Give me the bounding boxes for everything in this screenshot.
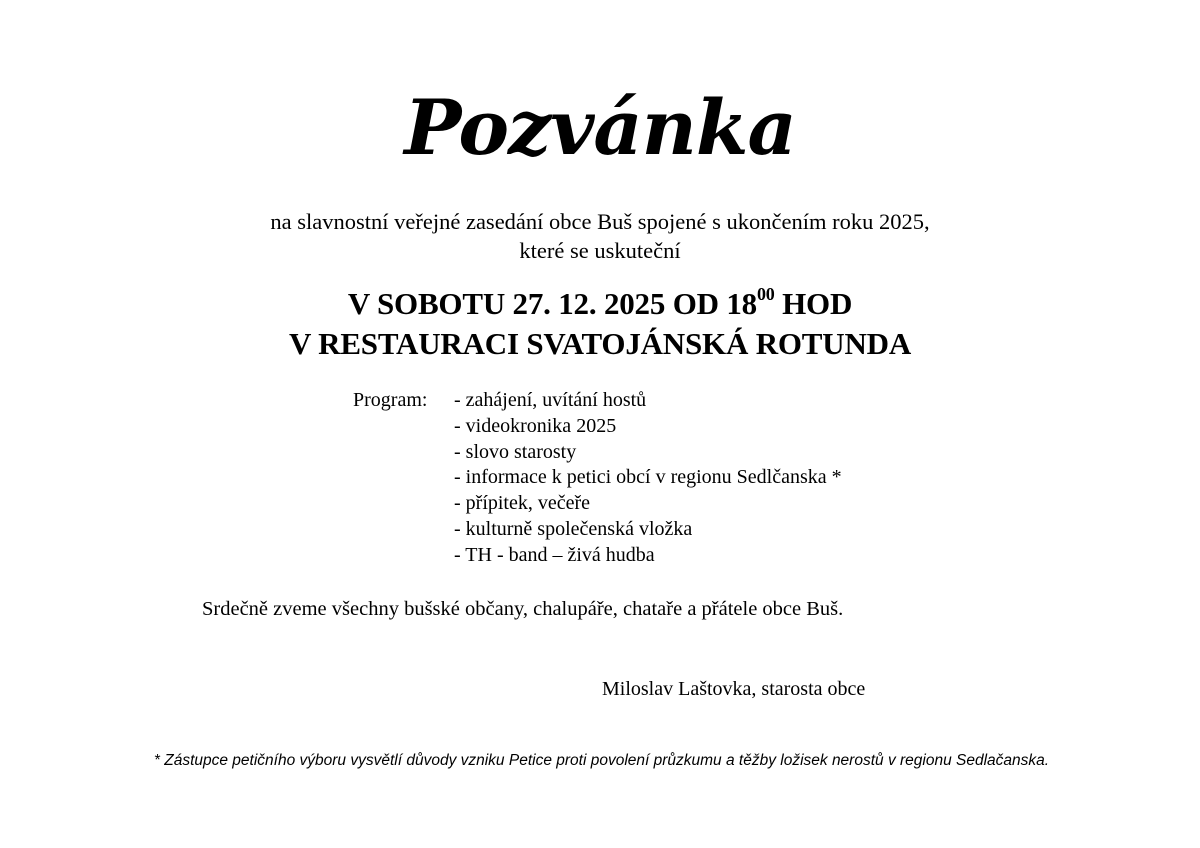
program-item: - zahájení, uvítání hostů [454,389,647,411]
program-item: - informace k petici obcí v regionu Sedlčanska * [454,466,842,489]
program-list [454,388,842,569]
intro-line-1: na slavnostní veřejné zasedání obce Buš spojené s ukončením roku 2025, [270,209,930,234]
program-item: - TH - band – živá hudba [454,543,655,566]
program-item: - slovo starosty [454,440,577,463]
event-headline [0,286,1200,362]
event-time-minutes: 00 [756,284,775,304]
event-time-suffix: HOD [774,286,853,321]
event-date: V SOBOTU 27. 12. 2025 OD 18 [347,286,757,321]
intro-text [0,207,1200,265]
signature: Miloslav Laštovka, starosta obce [602,678,866,700]
invitation-text: Srdečně zveme všechny bušské občany, chalupáře, chataře a přátele obce Buš. [202,598,844,620]
program-label: Program: [353,389,428,411]
program-item: - videokronika 2025 [454,414,617,437]
event-date-time [0,286,1200,326]
program-item: - kulturně společenská vložka [454,517,693,540]
intro-line-2: které se uskuteční [519,238,681,263]
program-item: - přípitek, večeře [454,492,591,515]
document-title: Pozvánka [404,83,796,172]
footnote: * Zástupce petičního výboru vysvětlí důvody vzniku Petice proti povolení průzkumu a těžby ložisek nerostů v regionu Sedlačanska. [153,752,1050,769]
event-venue: V RESTAURACI SVATOJÁNSKÁ ROTUNDA [288,326,912,361]
